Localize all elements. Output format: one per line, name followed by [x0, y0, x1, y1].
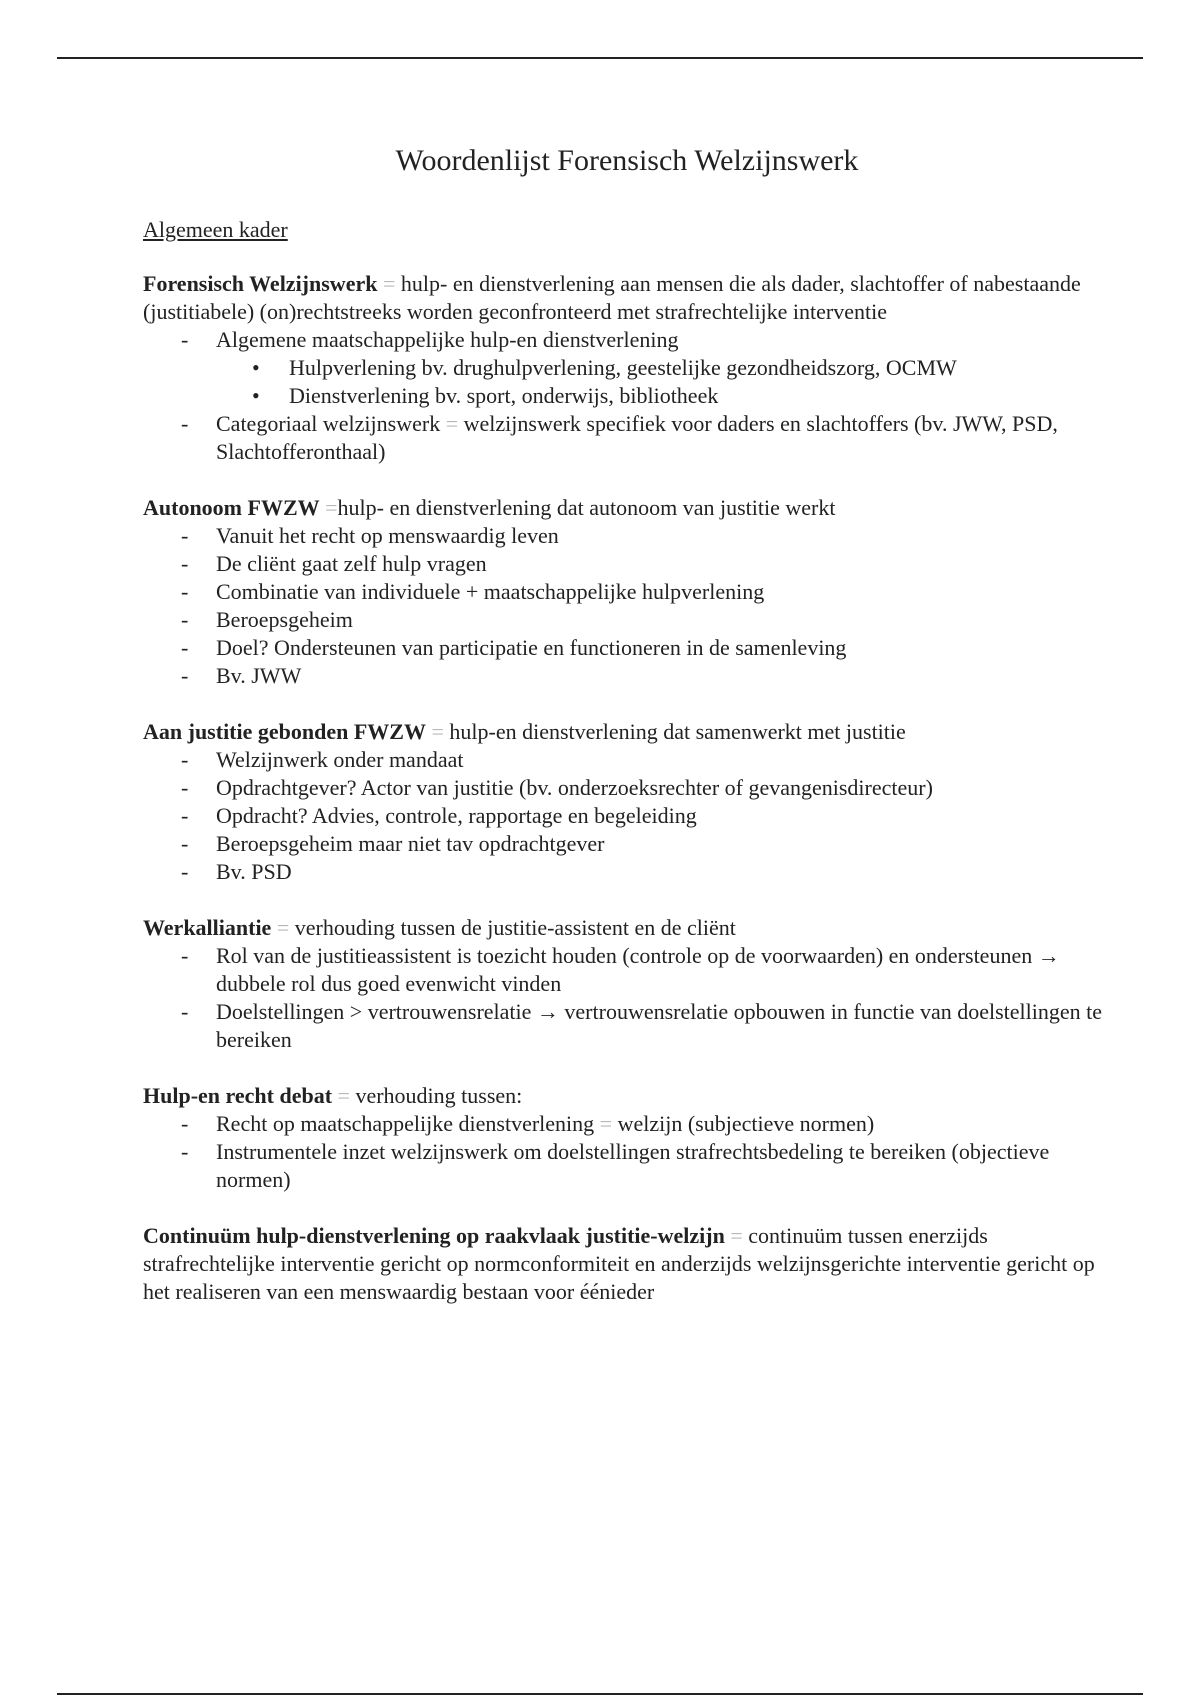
entry-term: Forensisch Welzijnswerk: [143, 271, 378, 296]
list-item-text: welzijn (subjectieve normen): [612, 1111, 875, 1136]
list-item: [216, 410, 1103, 466]
entry-term: Hulp-en recht debat: [143, 1083, 333, 1108]
document-title: Woordenlijst Forensisch Welzijnswerk: [395, 144, 859, 177]
glossary-entry: [143, 494, 1103, 690]
sub-list-item: • Hulpverlening bv. drughulpverlening, geestelijke gezondheidszorg, OCMW: [289, 354, 1103, 382]
entry-term: Aan justitie gebonden FWZW: [143, 719, 426, 744]
list-item: [216, 326, 1103, 410]
list-item: [216, 1110, 1103, 1138]
list-item-text: Recht op maatschappelijke dienstverlening: [216, 1111, 600, 1136]
entry-definition: [143, 718, 1103, 746]
list-item-text: Algemene maatschappelijke hulp-en dienstverlening: [216, 327, 679, 352]
glossary-entry: [143, 1082, 1103, 1194]
bottom-rule: [57, 1693, 1143, 1695]
equals-sign: =: [730, 1223, 743, 1248]
sub-list-item: • Dienstverlening bv. sport, onderwijs, bibliotheek: [289, 382, 1103, 410]
list-item: - Combinatie van individuele + maatschappelijke hulpverlening: [216, 578, 1103, 606]
definition-text: hulp- en dienstverlening dat autonoom van justitie werkt: [337, 495, 836, 520]
entry-definition: [143, 1222, 1103, 1306]
list-item: - Opdrachtgever? Actor van justitie (bv. onderzoeksrechter of gevangenisdirecteur): [216, 774, 1103, 802]
list-item: - Bv. JWW: [216, 662, 1103, 690]
equals-sign: =: [276, 915, 290, 940]
entry-list: [143, 1110, 1103, 1194]
list-item: - Beroepsgeheim: [216, 606, 1103, 634]
list-item: - Bv. PSD: [216, 858, 1103, 886]
list-item: - Doelstellingen > vertrouwensrelatie → vertrouwensrelatie opbouwen in functie van doelstellingen te bereiken: [216, 998, 1103, 1054]
list-item: - Doel? Ondersteunen van participatie en functioneren in de samenleving: [216, 634, 1103, 662]
entry-list: [143, 326, 1103, 466]
definition-text: hulp-en dienstverlening dat samenwerkt met justitie: [443, 719, 906, 744]
equals-sign: =: [445, 411, 459, 436]
glossary-entry: [143, 914, 1103, 1054]
entry-definition: [143, 1082, 1103, 1110]
entry-definition: [143, 914, 1103, 942]
definition-text: hulp- en dienstverlening aan mensen die als dader, slachtoffer of nabestaande (justitiabele) (on)rechtstreeks worden geconfronteerd met strafrechtelijke interventie: [143, 271, 1081, 324]
top-rule: [57, 57, 1143, 59]
definition-text: continuüm tussen enerzijds strafrechtelijke interventie gericht op normconformiteit en anderzijds welzijnsgerichte interventie gericht op het realiseren van een menswaardig bestaan voor éénieder: [143, 1223, 1095, 1304]
entry-definition: [143, 494, 1103, 522]
list-item: - De cliënt gaat zelf hulp vragen: [216, 550, 1103, 578]
list-item: - Opdracht? Advies, controle, rapportage en begeleiding: [216, 802, 1103, 830]
glossary-entry: [143, 1222, 1103, 1306]
document-page: [143, 141, 1103, 1334]
entry-definition: [143, 270, 1103, 326]
equals-sign: =: [599, 1111, 613, 1136]
sub-list: [216, 354, 1103, 410]
glossary-entry: [143, 270, 1103, 466]
definition-text: verhouding tussen de justitie-assistent en de cliënt: [289, 915, 736, 940]
list-item: - Vanuit het recht op menswaardig leven: [216, 522, 1103, 550]
entry-list: [143, 522, 1103, 690]
entry-term: Continuüm hulp-dienstverlening op raakvlaak justitie-welzijn: [143, 1223, 725, 1248]
section-heading: Algemeen kader: [143, 217, 288, 242]
equals-sign: =: [382, 271, 396, 296]
list-item: - Welzijnwerk onder mandaat: [216, 746, 1103, 774]
equals-sign: =: [337, 1083, 350, 1108]
entry-list: [143, 942, 1103, 1054]
entry-term: Werkalliantie: [143, 915, 272, 940]
list-item-text: welzijnswerk specifiek voor daders en slachtoffers (bv. JWW, PSD, Slachtofferonthaal): [216, 411, 1058, 464]
list-item: - Beroepsgeheim maar niet tav opdrachtgever: [216, 830, 1103, 858]
list-item: - Rol van de justitieassistent is toezicht houden (controle op de voorwaarden) en ondersteunen → dubbele rol dus goed evenwicht vinden: [216, 942, 1103, 998]
equals-sign: =: [431, 719, 444, 744]
entry-term: Autonoom FWZW: [143, 495, 320, 520]
glossary-entry: [143, 718, 1103, 886]
equals-sign: =: [325, 495, 338, 520]
entry-list: [143, 746, 1103, 886]
list-item: - Instrumentele inzet welzijnswerk om doelstellingen strafrechtsbedeling te bereiken (objectieve normen): [216, 1138, 1103, 1194]
list-item-text: Categoriaal welzijnswerk: [216, 411, 446, 436]
definition-text: verhouding tussen:: [349, 1083, 523, 1108]
